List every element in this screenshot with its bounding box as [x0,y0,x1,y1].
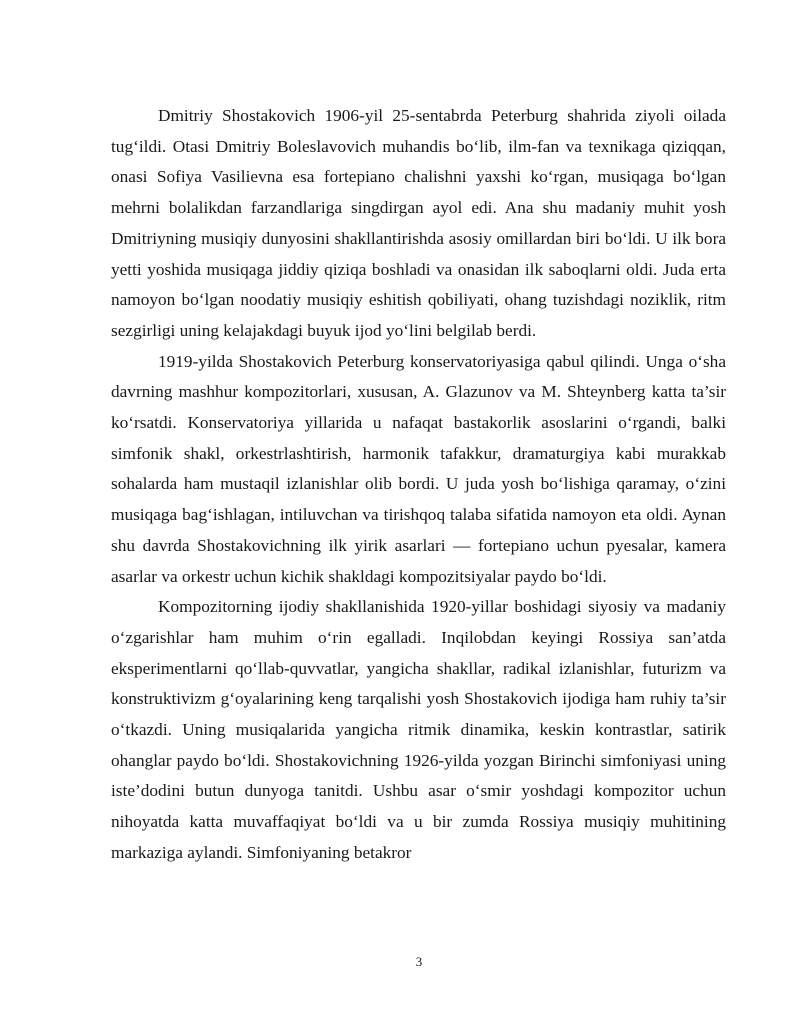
paragraph-creative-formation: Kompozitorning ijodiy shakllanishida 1920-yillar boshidagi siyosiy va madaniy o‘zgarishlar ham muhim o‘rin egalladi. Inqilobdan keyingi Rossiya san’atda eksperimentlarni qo‘llab-quvvatlar, yangicha shakllar, radikal izlanishlar, futurizm va konstruktivizm g‘oyalarining keng tarqalishi yosh Shostakovich ijodiga ham ruhiy ta’sir o‘tkazdi. Uning musiqalarida yangicha ritmik dinamika, keskin kontrastlar, satirik ohanglar paydo bo‘ldi. Shostakovichning 1926-yilda yozgan Birinchi simfoniyasi uning iste’dodini butun dunyoga tanitdi. Ushbu asar o‘smir yoshdagi kompozitor uchun nihoyatda katta muvaffaqiyat bo‘ldi va u bir zumda Rossiya musiqiy muhitining markaziga aylandi. Simfoniyaning betakror [111,597,726,862]
body-text [111,101,726,869]
page-number: 3 [415,954,423,969]
paragraph-conservatory: 1919-yilda Shostakovich Peterburg konservatoriyasiga qabul qilindi. Unga o‘sha davrning mashhur kompozitorlari, xususan, A. Glazunov va M. Shteynberg katta ta’sir ko‘rsatdi. Konservatoriya yillarida u nafaqat bastakorlik asoslarini o‘rgandi, balki simfonik shakl, orkestrlashtirish, harmonik tafakkur, dramaturgiya kabi murakkab sohalarda ham mustaqil izlanishlar olib bordi. U juda yosh bo‘lishiga qaramay, o‘zini musiqaga bag‘ishlagan, intiluvchan va tirishqoq talaba sifatida namoyon eta oldi. Aynan shu davrda Shostakovichning ilk yirik asarlari — fortepiano uchun pyesalar, kamera asarlar va orkestr uchun kichik shakldagi kompozitsiyalar paydo bo‘ldi. [111,351,726,586]
paragraph-childhood: Dmitriy Shostakovich 1906-yil 25-sentabrda Peterburg shahrida ziyoli oilada tug‘ildi. Otasi Dmitriy Boleslavovich muhandis bo‘lib, ilm-fan va texnikaga qiziqqan, onasi Sofiya Vasilievna esa fortepiano chalishni yaxshi ko‘rgan, musiqaga bo‘lgan mehrni bolalikdan farzandlariga singdirgan ayol edi. Ana shu madaniy muhit yosh Dmitriyning musiqiy dunyosini shakllantirishda asosiy omillardan biri bo‘ldi. U ilk bora yetti yoshida musiqaga jiddiy qiziqa boshladi va onasidan ilk saboqlarni oldi. Juda erta namoyon bo‘lgan noodatiy musiqiy eshitish qobiliyati, ohang tuzishdagi noziklik, ritm sezgirligi uning kelajakdagi buyuk ijod yo‘lini belgilab berdi. [111,106,726,340]
